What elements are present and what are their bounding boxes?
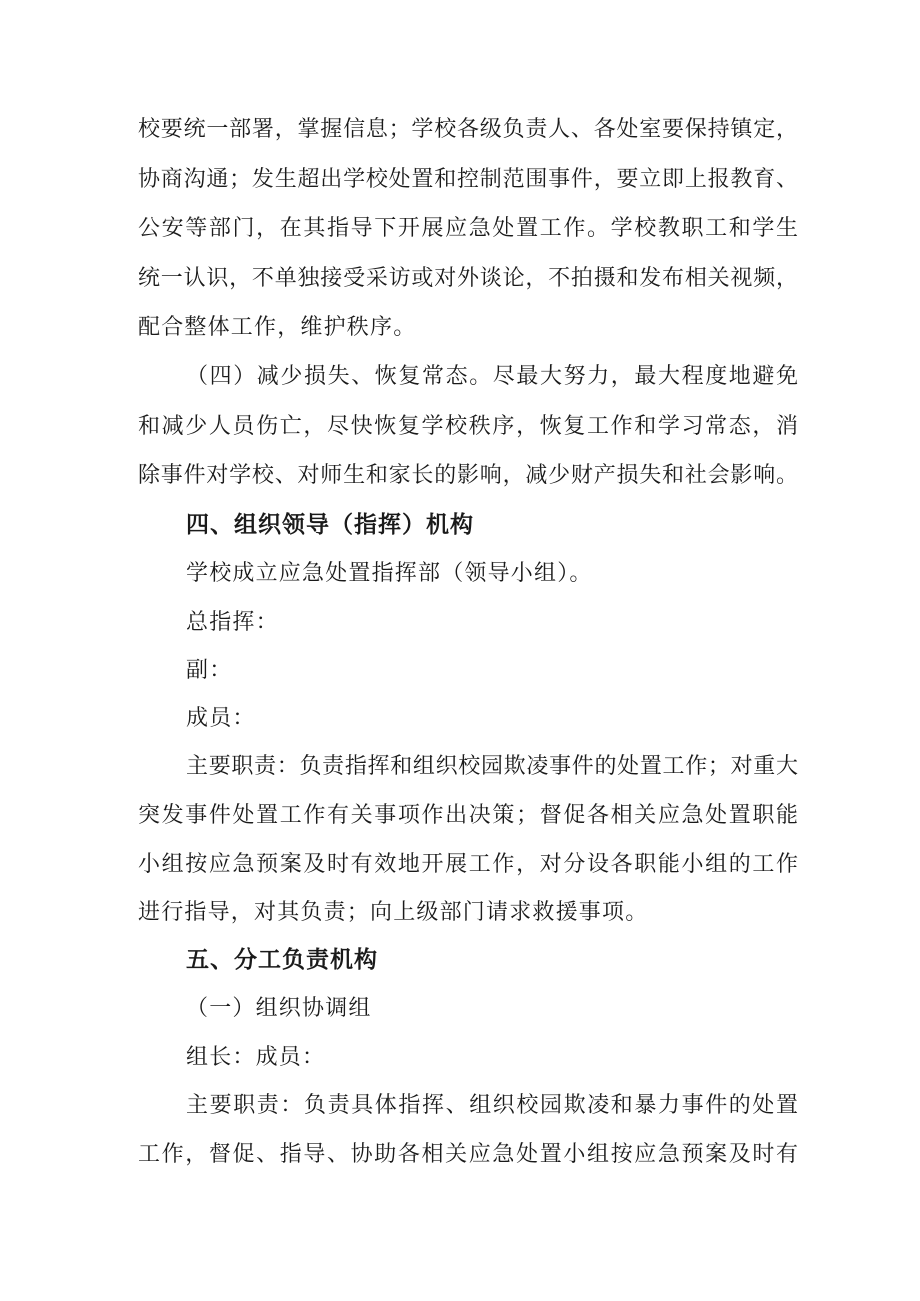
body-line: 进行指导，对其负责；向上级部门请求救援事项。 — [138, 900, 649, 925]
body-line: 配合整体工作，维护秩序。 — [138, 315, 417, 340]
body-line: 小组按应急预案及时有效地开展工作，对分设各职能小组的工作 — [138, 852, 798, 877]
body-line: 统一认识，不单独接受采访或对外谈论，不拍摄和发布相关视频， — [138, 266, 798, 291]
section-heading: 四、组织领导（指挥）机构 — [186, 512, 474, 538]
body-line: 成员： — [186, 706, 256, 731]
body-line: 和减少人员伤亡，尽快恢复学校秩序，恢复工作和学习常态，消 — [138, 414, 798, 439]
body-line: 公安等部门，在其指导下开展应急处置工作。学校教职工和学生 — [138, 216, 798, 241]
paragraph-first-line: （四）减少损失、恢复常态。尽最大努力，最大程度地避免 — [186, 364, 798, 389]
body-line: 除事件对学校、对师生和家长的影响，减少财产损失和社会影响。 — [138, 463, 798, 488]
body-line: 副： — [186, 658, 233, 683]
paragraph-first-line: 主要职责：负责指挥和组织校园欺凌事件的处置工作；对重大 — [186, 754, 798, 779]
section-heading: 五、分工负责机构 — [186, 947, 378, 973]
body-line: 总指挥： — [186, 610, 279, 635]
paragraph-first-line: 主要职责：负责具体指挥、组织校园欺凌和暴力事件的处置 — [186, 1093, 798, 1118]
body-line: 工作，督促、指导、协助各相关应急处置小组按应急预案及时有 — [138, 1142, 798, 1167]
body-line: 组长：成员： — [186, 1045, 326, 1070]
body-line: 突发事件处置工作有关事项作出决策；督促各相关应急处置职能 — [138, 803, 798, 828]
body-line: 学校成立应急处置指挥部（领导小组）。 — [186, 561, 593, 586]
body-line: 校要统一部署，掌握信息；学校各级负责人、各处室要保持镇定， — [138, 117, 798, 142]
subsection-heading: （一）组织协调组 — [186, 996, 372, 1021]
body-line: 协商沟通；发生超出学校处置和控制范围事件，要立即上报教育、 — [138, 167, 798, 192]
